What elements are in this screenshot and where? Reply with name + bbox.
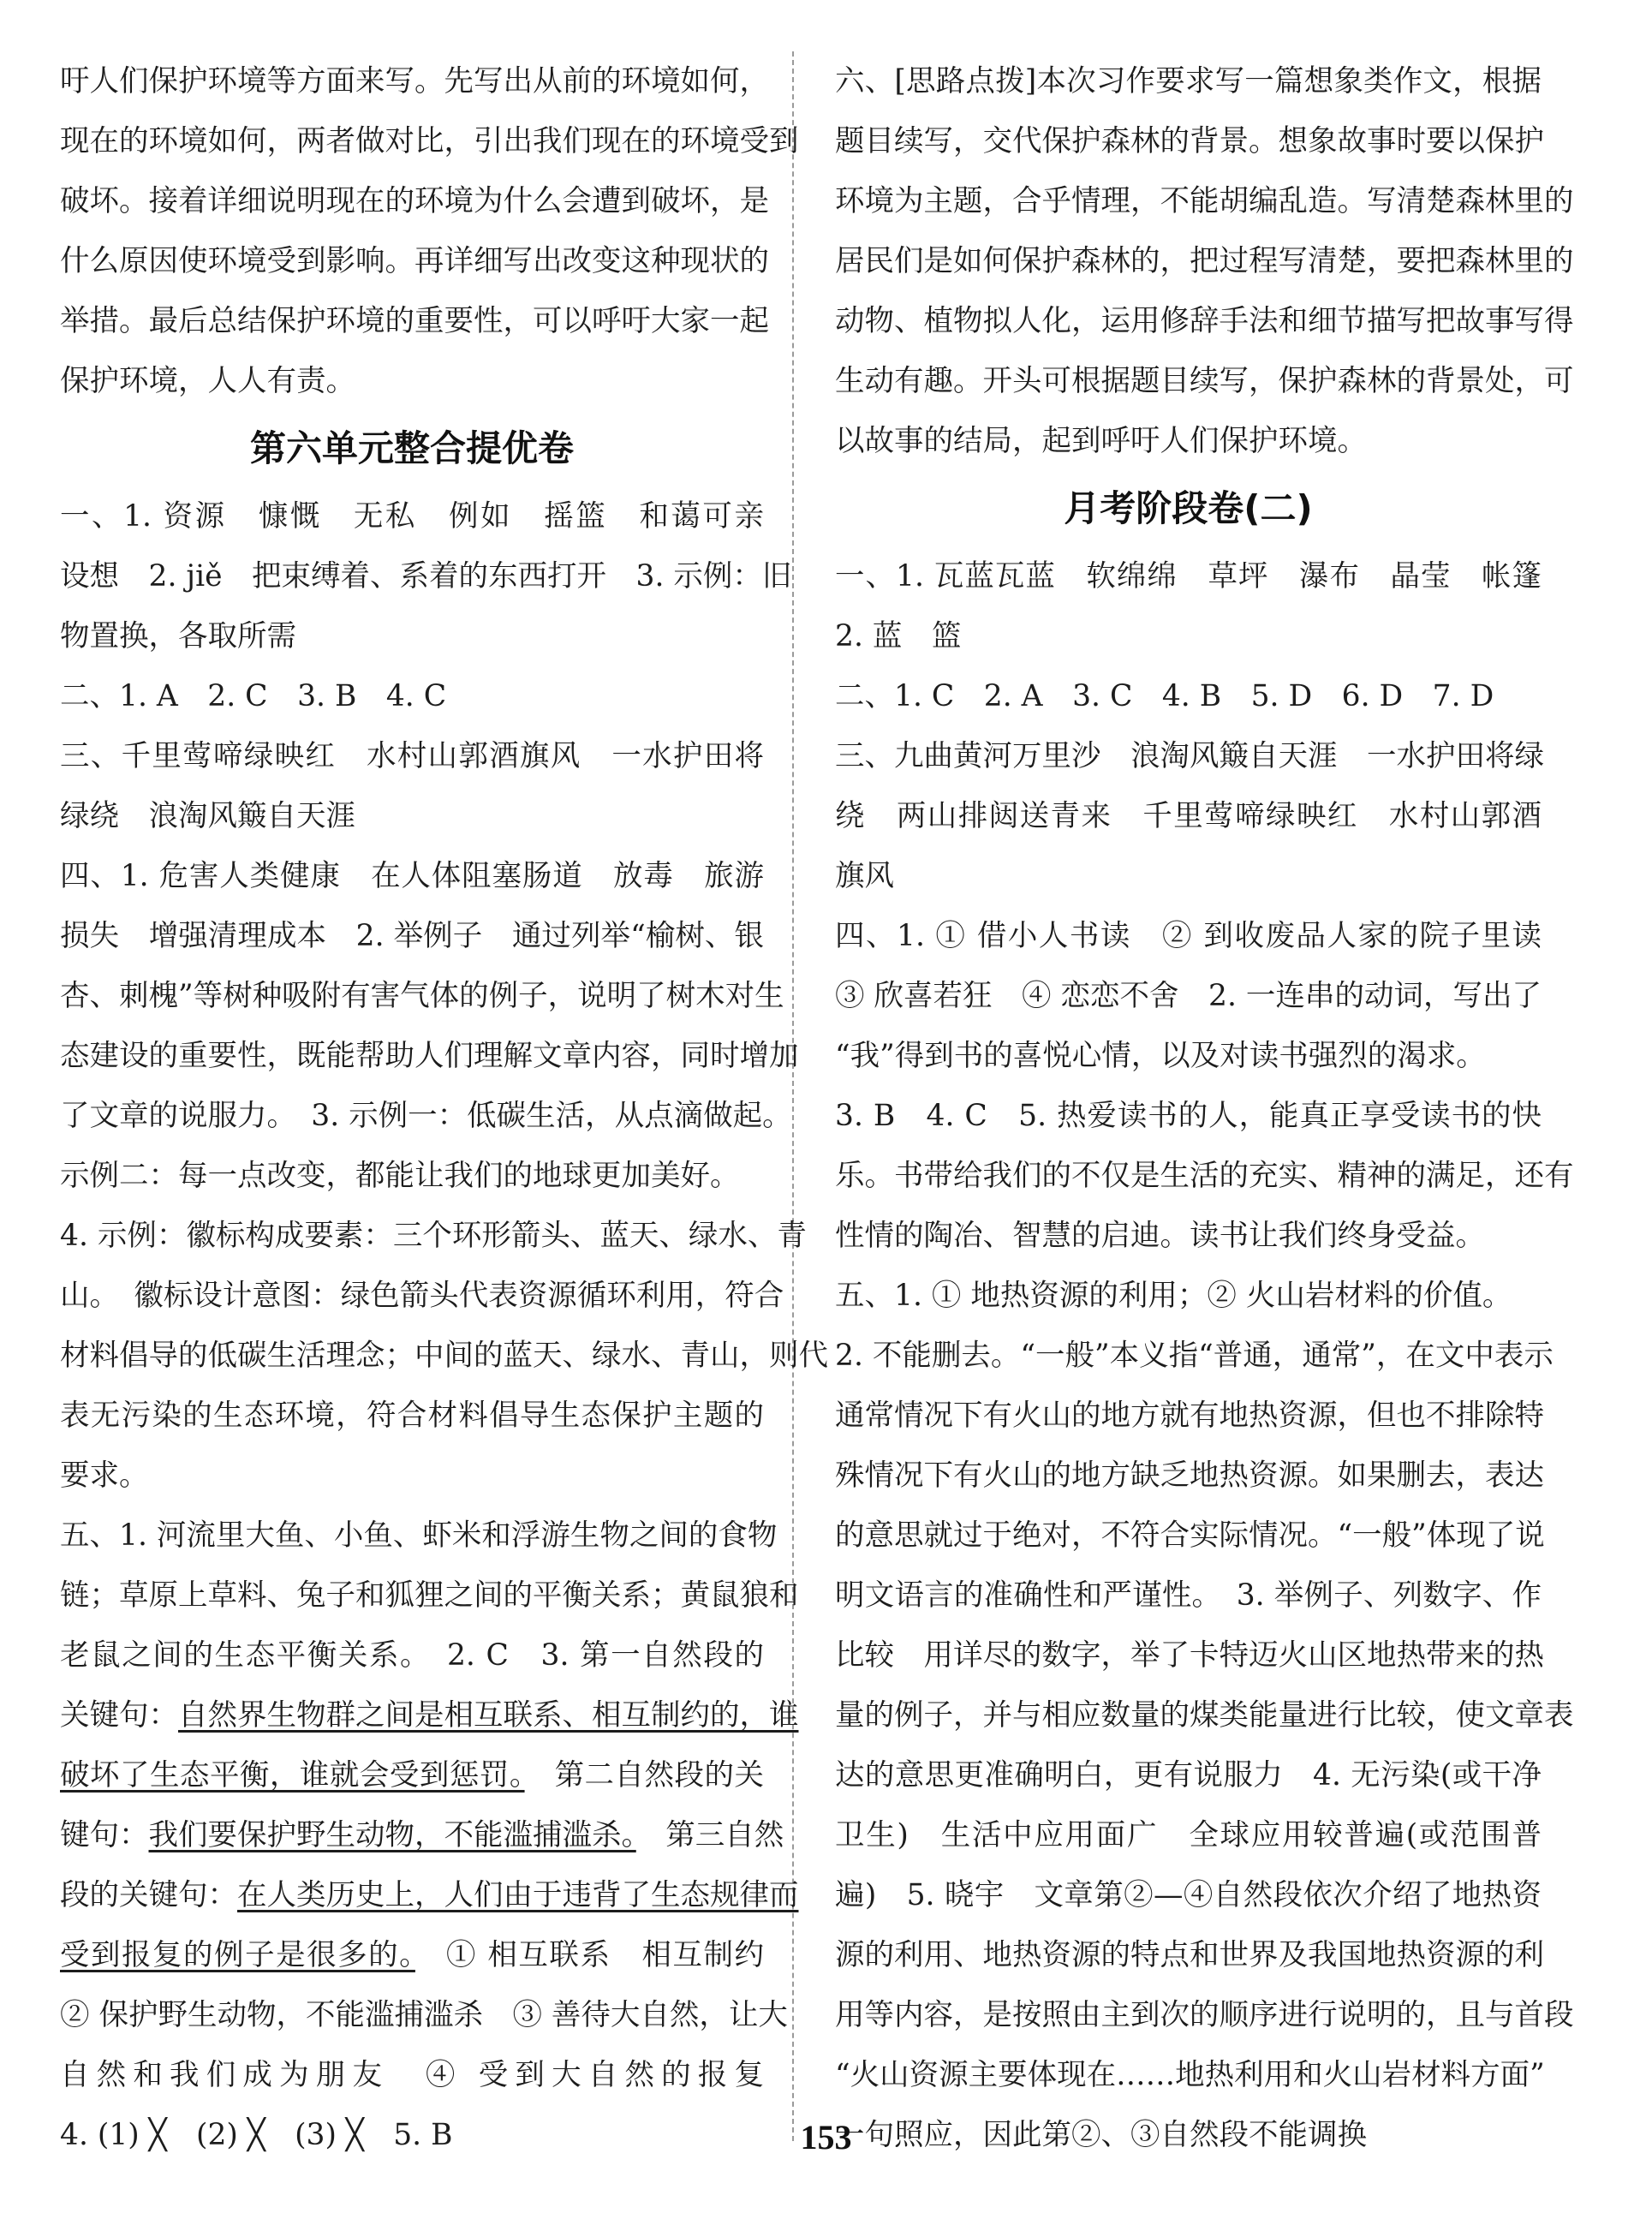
text-line: “火山资源主要体现在……地热利用和火山岩材料方面” <box>835 2058 1545 2092</box>
underlined-key-sentence: 在人类历史上，人们由于违背了生态规律而 <box>237 1878 799 1912</box>
text-line: 比较 用详尽的数字，举了卡特迈火山区地热带来的热 <box>835 1638 1544 1673</box>
text-segment: 段的关键句： <box>60 1878 237 1912</box>
text-line: ② 保护野生动物，不能滥捕滥杀 ③ 善待大自然，让大 <box>60 1998 788 2032</box>
text-line: 物置换，各取所需 <box>60 619 296 653</box>
text-line: “我”得到书的喜悦心情，以及对读书强烈的渴求。 <box>835 1039 1486 1073</box>
page-number: 153 <box>800 2118 852 2156</box>
text-line: 山。 徽标设计意图：绿色箭头代表资源循环利用，符合 <box>60 1279 784 1313</box>
text-line <box>60 1685 799 1745</box>
right-column <box>835 51 1574 2165</box>
text-line: 设想 2. jiě 把束缚着、系着的东西打开 3. 示例：旧 <box>60 559 792 594</box>
text-line: ③ 欣喜若狂 ④ 恋恋不舍 2. 一连串的动词，写出了 <box>835 979 1542 1013</box>
text-line: 五、1. ① 地热资源的利用；② 火山岩材料的价值。 <box>835 1279 1512 1313</box>
underlined-key-sentence: 自然界生物群之间是相互联系、相互制约的，谁 <box>178 1698 799 1733</box>
text-line: 3. B 4. C 5. 热爱读书的人，能真正享受读书的快 <box>835 1099 1542 1133</box>
text-line: 乐。书带给我们的不仅是生活的充实、精神的满足，还有 <box>835 1159 1574 1193</box>
text-line: 2. 不能删去。“一般”本义指“普通，通常”，在文中表示 <box>835 1339 1554 1373</box>
text-line: 六、[思路点拨]本次习作要求写一篇想象类作文，根据 <box>835 64 1542 98</box>
section-title: 月考阶段卷(二) <box>1064 487 1313 529</box>
text-line: 老鼠之间的生态平衡关系。 2. C 3. 第一自然段的 <box>60 1638 764 1673</box>
text-line: 绿绕 浪淘风簸自天涯 <box>60 799 355 833</box>
text-line: 示例二：每一点改变，都能让我们的地球更加美好。 <box>60 1159 740 1193</box>
text-line: 了文章的说服力。 3. 示例一：低碳生活，从点滴做起。 <box>60 1099 792 1133</box>
text-line: 表无污染的生态环境，符合材料倡导生态保护主题的 <box>60 1399 764 1433</box>
text-line: 性情的陶冶、智慧的启迪。读书让我们终身受益。 <box>835 1219 1485 1253</box>
text-line <box>60 1865 799 1925</box>
text-line: 殊情况下有火山的地方缺乏地热资源。如果删去，表达 <box>835 1458 1544 1493</box>
text-line: 五、1. 河流里大鱼、小鱼、虾米和浮游生物之间的食物 <box>60 1518 778 1553</box>
text-segment: 键句： <box>60 1818 149 1852</box>
text-line: 二、1. C 2. A 3. C 4. B 5. D 6. D 7. D <box>835 679 1494 713</box>
text-line <box>60 1925 764 1985</box>
text-line: 要求。 <box>60 1458 149 1493</box>
text-line: 损失 增强清理成本 2. 举例子 通过列举“榆树、银 <box>60 919 764 953</box>
text-line: 生动有趣。开头可根据题目续写，保护森林的背景处，可 <box>835 364 1574 398</box>
text-line: 居民们是如何保护森林的，把过程写清楚，要把森林里的 <box>835 244 1574 278</box>
section-title: 第六单元整合提优卷 <box>249 427 574 469</box>
text-line <box>60 1745 764 1805</box>
text-segment: ① 相互联系 相互制约 <box>414 1938 765 1972</box>
text-line: 材料倡导的低碳生活理念；中间的蓝天、绿水、青山，则代 <box>60 1339 828 1373</box>
text-line: 达的意思更准确明白，更有说服力 4. 无污染(或干净 <box>835 1758 1542 1793</box>
text-line: 遍) 5. 晓宇 文章第②—④自然段依次介绍了地热资 <box>835 1878 1542 1912</box>
text-line: 源的利用、地热资源的特点和世界及我国地热资源的利 <box>835 1938 1544 1972</box>
text-line: 量的例子，并与相应数量的煤类能量进行比较，使文章表 <box>835 1698 1574 1733</box>
column-divider <box>792 51 794 2141</box>
underlined-key-sentence: 破坏了生态平衡，谁就会受到惩罚。 <box>60 1758 525 1793</box>
text-line: 保护环境，人人有责。 <box>60 364 355 398</box>
text-line: 破坏。接着详细说明现在的环境为什么会遭到破坏，是 <box>60 184 769 218</box>
text-line: 自然和我们成为朋友 ④ 受到大自然的报复 <box>60 2058 764 2092</box>
text-line: 二、1. A 2. C 3. B 4. C <box>60 679 447 713</box>
text-line: 什么原因使环境受到影响。再详细写出改变这种现状的 <box>60 244 769 278</box>
text-segment: 关键句： <box>60 1698 178 1733</box>
text-segment: 第二自然段的关 <box>524 1758 765 1793</box>
text-line <box>60 1805 784 1865</box>
text-line: 明文语言的准确性和严谨性。 3. 举例子、列数字、作 <box>835 1578 1542 1613</box>
text-line: 4. (1) ╳ (2) ╳ (3) ╳ 5. B <box>60 2118 453 2152</box>
underlined-key-sentence: 受到报复的例子是很多的。 <box>60 1938 415 1972</box>
text-line: 四、1. 危害人类健康 在人体阻塞肠道 放毒 旅游 <box>60 859 764 893</box>
text-line: 一句照应，因此第②、③自然段不能调换 <box>835 2118 1367 2152</box>
text-line: 一、1. 瓦蓝瓦蓝 软绵绵 草坪 瀑布 晶莹 帐篷 <box>835 559 1542 594</box>
text-line: 三、千里莺啼绿映红 水村山郭酒旗风 一水护田将 <box>60 739 764 773</box>
text-line: 三、九曲黄河万里沙 浪淘风簸自天涯 一水护田将绿 <box>835 739 1544 773</box>
text-segment: 第三自然 <box>635 1818 784 1852</box>
text-line: 旗风 <box>835 859 894 893</box>
text-line: 环境为主题，合乎情理，不能胡编乱造。写清楚森林里的 <box>835 184 1574 218</box>
text-line: 4. 示例：徽标构成要素：三个环形箭头、蓝天、绿水、青 <box>60 1219 807 1253</box>
text-line: 链；草原上草料、兔子和狐狸之间的平衡关系；黄鼠狼和 <box>60 1578 799 1613</box>
underlined-key-sentence: 我们要保护野生动物，不能滥捕滥杀。 <box>148 1818 636 1852</box>
text-line: 题目续写，交代保护森林的背景。想象故事时要以保护 <box>835 124 1544 158</box>
text-line: 四、1. ① 借小人书读 ② 到收废品人家的院子里读 <box>835 919 1542 953</box>
text-line: 以故事的结局，起到呼吁人们保护环境。 <box>835 424 1367 458</box>
text-line: 绕 两山排闼送青来 千里莺啼绿映红 水村山郭酒 <box>835 799 1542 833</box>
text-line: 杏、刺槐”等树种吸附有害气体的例子，说明了树木对生 <box>60 979 784 1013</box>
text-line: 举措。最后总结保护环境的重要性，可以呼吁大家一起 <box>60 304 769 338</box>
text-line: 动物、植物拟人化，运用修辞手法和细节描写把故事写得 <box>835 304 1574 338</box>
text-line: 通常情况下有火山的地方就有地热资源，但也不排除特 <box>835 1399 1544 1433</box>
text-line: 的意思就过于绝对，不符合实际情况。“一般”体现了说 <box>835 1518 1545 1553</box>
text-line: 卫生) 生活中应用面广 全球应用较普遍(或范围普 <box>835 1818 1542 1852</box>
text-line: 态建设的重要性，既能帮助人们理解文章内容，同时增加 <box>60 1039 799 1073</box>
text-line: 一、1. 资源 慷慨 无私 例如 摇篮 和蔼可亲 <box>60 499 764 534</box>
text-line: 现在的环境如何，两者做对比，引出我们现在的环境受到 <box>60 124 799 158</box>
text-line: 吁人们保护环境等方面来写。先写出从前的环境如何， <box>60 64 769 98</box>
text-line: 2. 蓝 篮 <box>835 619 962 653</box>
text-line: 用等内容，是按照由主到次的顺序进行说明的，且与首段 <box>835 1998 1574 2032</box>
